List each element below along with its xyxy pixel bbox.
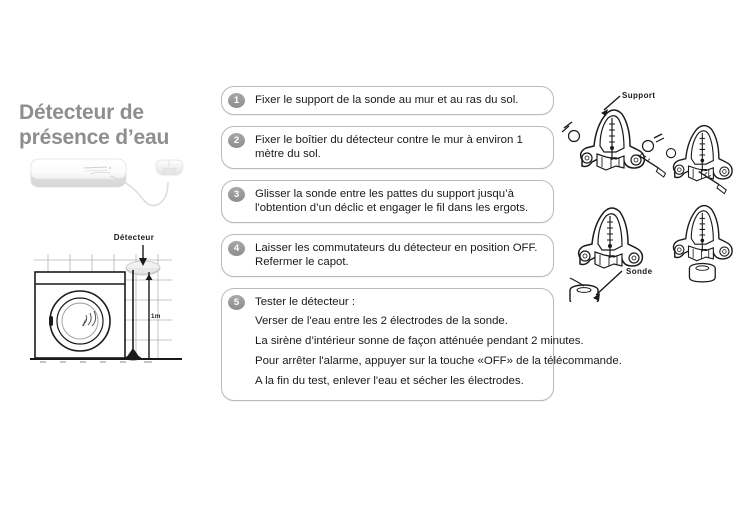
step-1-line-1: Fixer le support de la sonde au mur et au ras du sol. — [255, 94, 519, 106]
left-column — [0, 0, 215, 527]
step-box-2 — [221, 126, 554, 169]
page-title-line-1: Détecteur de — [19, 101, 144, 125]
floor-probe-graphic — [125, 348, 141, 360]
step-5-line-1: Tester le détecteur : — [255, 295, 356, 308]
step-2-line-1: Fixer le boîtier du détecteur contre le mur à environ 1 — [255, 133, 523, 146]
probe-head-graphic — [156, 160, 183, 175]
step-number-badge-3: 3 — [228, 187, 245, 202]
step-box-1 — [221, 86, 554, 115]
detector-body-graphic — [31, 159, 126, 187]
illustration-sonde-label: Sonde — [626, 267, 653, 276]
step-number-badge-1: 1 — [228, 93, 245, 108]
steps-list — [221, 86, 622, 401]
step-3-line-1: Glisser la sonde entre les pattes du support jusqu’à — [255, 187, 514, 200]
step-3-line-2: l'obtention d’un déclic et engager le fil dans les ergots. — [255, 202, 529, 214]
step-5-detail-2: La sirène d’intérieur sonne de façon atténuée pendant 2 minutes. — [255, 335, 584, 347]
step-5-detail-4: A la fin du test, enlever l'eau et sécher les électrodes. — [255, 375, 524, 387]
step-text-2 — [255, 133, 541, 162]
diagram-height-label: 1m — [151, 313, 161, 320]
illustration-support-top-left — [562, 110, 664, 170]
step-box-3 — [221, 180, 554, 223]
step-4-line-2: Refermer le capot. — [255, 256, 349, 268]
product-photo — [22, 146, 202, 224]
step-number-badge-2: 2 — [228, 133, 245, 148]
illustration-sonde-bottom-right — [673, 206, 732, 282]
illustrations-panel — [560, 82, 750, 302]
page-title — [19, 100, 209, 150]
illustration-sonde-bottom-left — [570, 208, 642, 302]
sonde-arrow-line — [596, 271, 622, 295]
illustration-support-top-right — [638, 126, 732, 194]
installation-diagram — [22, 228, 212, 376]
step-text-4 — [255, 241, 541, 270]
step-text-5 — [255, 295, 541, 310]
washing-machine-graphic — [35, 272, 125, 358]
step-text-3 — [255, 187, 541, 216]
illustration-support-label: Support — [622, 91, 656, 100]
page-title-line-2: présence d’eau — [19, 126, 170, 150]
step-box-4 — [221, 234, 554, 277]
step-5-detail-lines — [255, 311, 622, 391]
step-number-badge-5: 5 — [228, 295, 245, 310]
step-5-detail-1: Verser de l'eau entre les 2 électrodes de la sonde. — [255, 315, 508, 327]
step-box-5 — [221, 288, 622, 402]
step-text-1 — [255, 93, 541, 108]
step-number-badge-4: 4 — [228, 241, 245, 256]
support-arrow-line — [604, 96, 620, 110]
step-2-line-2: mètre du sol. — [255, 148, 321, 160]
diagram-detector-label: Détecteur — [113, 233, 155, 242]
step-5-detail-3: Pour arrêter l'alarme, appuyer sur la touche «OFF» de la télécommande. — [255, 355, 622, 367]
step-4-line-1: Laisser les commutateurs du détecteur en position OFF. — [255, 241, 538, 254]
